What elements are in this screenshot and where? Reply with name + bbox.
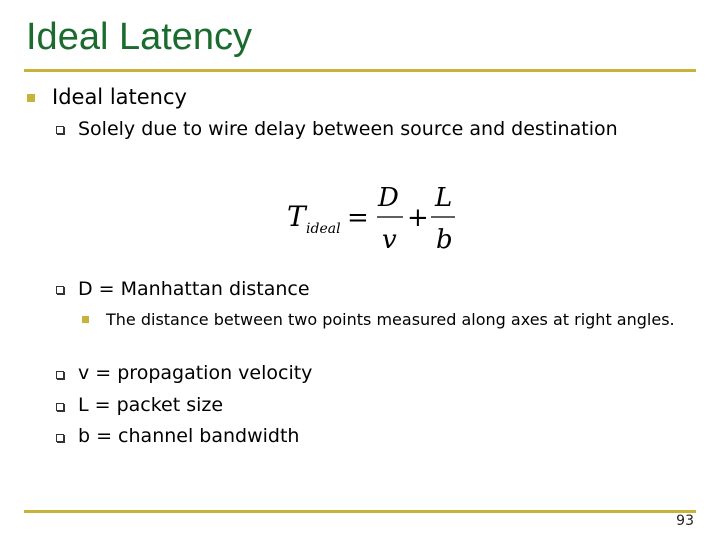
formula-equals: = (347, 203, 369, 233)
formula-D: D (378, 183, 399, 213)
bullet-propagation-velocity: v = propagation velocity (78, 362, 313, 384)
square-bullet-icon (82, 316, 89, 323)
formula-ideal-subscript: ideal (306, 221, 341, 237)
bullet-solely-wire-delay: Solely due to wire delay between source and destination (78, 118, 618, 140)
hollow-square-bullet-icon (56, 371, 64, 379)
hollow-square-bullet-icon (56, 286, 64, 294)
title-divider (24, 69, 696, 72)
hollow-square-bullet-icon (56, 126, 64, 134)
hollow-square-bullet-icon (56, 434, 64, 442)
formula-L: L (435, 183, 453, 213)
bullet-channel-bandwidth: b = channel bandwidth (78, 425, 300, 447)
formula-b: b (436, 225, 453, 255)
formula-v: v (382, 225, 397, 255)
hollow-square-bullet-icon (56, 403, 64, 411)
bullet-ideal-latency: Ideal latency (52, 85, 187, 109)
formula-T: T (287, 200, 306, 233)
square-bullet-icon (27, 94, 35, 102)
bullet-manhattan-definition: The distance between two points measured along axes at right angles. (106, 310, 675, 329)
ideal-latency-formula (285, 180, 465, 258)
bullet-manhattan-distance: D = Manhattan distance (78, 278, 310, 300)
bullet-packet-size: L = packet size (78, 394, 224, 416)
formula-plus: + (407, 203, 429, 233)
footer-divider (24, 510, 696, 513)
slide-title: Ideal Latency (26, 16, 253, 58)
page-number: 93 (676, 513, 694, 529)
